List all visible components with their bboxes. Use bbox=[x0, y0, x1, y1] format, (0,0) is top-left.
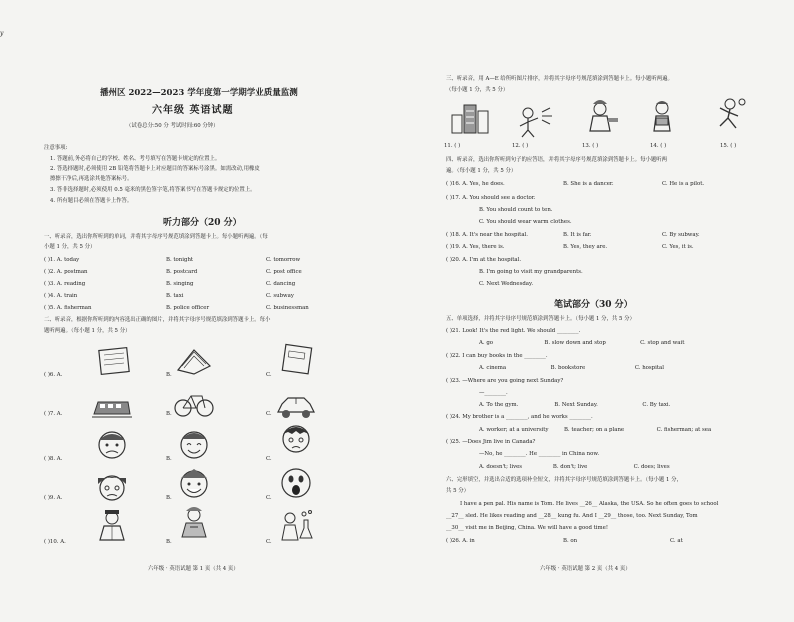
note-item: 3. 答非选择题时,必须使用 0.5 毫米的黑色签字笔,将答案书写在答题卡规定的位置上。 bbox=[50, 187, 256, 193]
car-icon bbox=[274, 390, 318, 424]
mcq-line: ( )25. —Does Jim live in Canada? bbox=[446, 439, 536, 445]
passage-line: __30__ visit me in Beijing, China. We will have a good time! bbox=[446, 525, 609, 531]
option-c: C. businessman bbox=[266, 305, 309, 311]
sad-girl-icon bbox=[90, 470, 134, 504]
smiling-boy-icon bbox=[172, 466, 216, 500]
part6-title: 六、完形填空，并选出合适的选项补全短文，并将其字母序号规范填涂到答题卡上。（每小题 1 分， bbox=[446, 477, 682, 483]
exam-title: 播州区 2022—2023 学年度第一学期学业质量监测 bbox=[100, 88, 298, 98]
option-c: C. at bbox=[670, 538, 683, 544]
question-label: ( )7. A. bbox=[44, 411, 63, 417]
listening-header: 听力部分（20 分） bbox=[163, 218, 242, 228]
written-header: 笔试部分（30 分） bbox=[554, 300, 633, 310]
question-label: ( )10. A. bbox=[44, 539, 66, 545]
cook-icon bbox=[578, 98, 622, 132]
option-b: B. Yes, they are. bbox=[563, 244, 608, 250]
exam-meta: （试卷总分:50 分 考试时间:60 分钟） bbox=[126, 123, 219, 129]
option-b: B. singing bbox=[166, 281, 194, 287]
exam-subtitle: 六年级 英语试题 bbox=[152, 105, 234, 116]
option-c: C. You should wear warm clothes. bbox=[479, 219, 572, 225]
scientist-icon bbox=[274, 508, 318, 542]
option-c: C. post office bbox=[266, 269, 302, 275]
question-a: ( )17. A. You should see a doctor. bbox=[446, 195, 536, 201]
question-row bbox=[44, 257, 79, 263]
order-label: 11. ( ) bbox=[444, 143, 461, 149]
notes-title: 注意事项: bbox=[44, 145, 68, 151]
page-footer: 六年级 · 英语试题 第 2 页（共 4 页） bbox=[540, 566, 631, 572]
option-c-label: C. bbox=[266, 456, 272, 462]
note-item: 2. 答选择题时,必须使用 2B 铅笔将答题卡上对应题目的答案标号涂黑。如需改动,用橡皮 bbox=[50, 166, 260, 172]
part4-title: 四、听录音，选出你所听到句子的应答语，并将其字母序号规范填涂到答题卡上。每小题听两 bbox=[446, 157, 668, 163]
mcq-line: ( )22. I can buy books in the ________. bbox=[446, 353, 548, 359]
option-b: B. on bbox=[563, 538, 578, 544]
part2-title2: 题听两遍。（每小题 1 分，共 5 分） bbox=[44, 328, 131, 334]
question-a: ( )4. A. train bbox=[44, 293, 78, 299]
question-label: ( )8. A. bbox=[44, 456, 63, 462]
scared-face-icon bbox=[274, 466, 318, 500]
police-officer-icon bbox=[90, 508, 134, 542]
order-label: 15. ( ) bbox=[720, 143, 737, 149]
buildings-icon bbox=[448, 101, 492, 135]
option-c: C. dancing bbox=[266, 281, 296, 287]
part5-title: 五、单项选择，并将其字母序号规范填涂到答题卡上。（每小题 1 分，共 5 分） bbox=[446, 316, 635, 322]
option-b-label: B. bbox=[166, 539, 172, 545]
option-b-label: B. bbox=[166, 456, 172, 462]
option-c-label: C. bbox=[266, 495, 272, 501]
right-page bbox=[430, 0, 794, 622]
part1-title: 一、听录音，选出你所听到的单词，并将其字母序号规范填涂到答题卡上。每小题听两遍。（每 bbox=[44, 234, 268, 240]
storybook-icon bbox=[274, 342, 318, 376]
option-c-label: C. bbox=[266, 372, 272, 378]
question-a: ( )1. A. today bbox=[44, 257, 80, 263]
part3-title: 三、听录音，用 A—E 给所听图片排序，并将其字母序号规范填涂到答题卡上。每小题听两遍。 bbox=[446, 76, 673, 82]
question-a: ( )2. A. postman bbox=[44, 269, 88, 275]
note-item: 1. 答题前,务必将自己的学校、姓名、考号填写在答题卡规定的位置上。 bbox=[50, 156, 221, 162]
question-a: ( )18. A. It's near the hospital. bbox=[446, 232, 528, 238]
option-b-label: B. bbox=[166, 411, 172, 417]
note-item: 擦擦干净后,再选涂其他答案标号。 bbox=[50, 176, 133, 182]
note-item: 4. 所有题目必须在答题卡上作答。 bbox=[50, 198, 133, 204]
option-c: C. subway bbox=[266, 293, 294, 299]
passage-line: __27__ sled. He likes reading and __28__ kung fu. And I __29__ those, too. Next Sunday, Tom bbox=[446, 513, 698, 519]
question-a: ( )5. A. fisherman bbox=[44, 305, 92, 311]
option-c: C. tomorrow bbox=[266, 257, 301, 263]
part1-title2: 小题 1 分，共 5 分） bbox=[44, 244, 96, 250]
train-icon bbox=[90, 390, 134, 424]
notebook-icon bbox=[92, 345, 136, 379]
happy-boy-icon bbox=[172, 428, 216, 462]
order-label: 14. ( ) bbox=[650, 143, 667, 149]
mcq-line: —________. bbox=[479, 390, 508, 396]
athlete-icon bbox=[706, 96, 750, 130]
option-c: C. He is a pilot. bbox=[662, 181, 705, 187]
shouting-man-icon bbox=[512, 104, 556, 138]
worried-boy-icon bbox=[274, 422, 318, 456]
option-b-label: B. bbox=[166, 495, 172, 501]
option-b: B. tonight bbox=[166, 257, 194, 263]
mcq-line: ( )24. My brother is a ________, and he works ________. bbox=[446, 414, 593, 420]
part2-title: 二、听录音，根据你所听到的内容选出正确的图片，并将其字母序号规范填涂到答题卡上。每小 bbox=[44, 317, 271, 323]
option-b: B. It is far. bbox=[563, 232, 592, 238]
mcq-line: ( )21. Look! It's the red light. We should ________. bbox=[446, 328, 581, 334]
reading-boy-icon bbox=[640, 98, 684, 132]
mcq-line: ( )23. —Where are you going next Sunday? bbox=[446, 378, 564, 384]
page-footer: 六年级 · 英语试题 第 1 页（共 4 页） bbox=[148, 566, 239, 572]
question-a: ( )19. A. Yes, there is. bbox=[446, 244, 505, 250]
mcq-options: A. go B. slow down and stop C. stop and wait bbox=[479, 340, 685, 346]
option-c: C. By subway. bbox=[662, 232, 700, 238]
mcq-options: A. cinema B. bookstore C. hospital bbox=[479, 365, 664, 371]
mcq-options: A. To the gym. B. Next Sunday. C. By taxi. bbox=[479, 402, 671, 408]
option-b: B. police officer bbox=[166, 305, 210, 311]
option-b: B. postcard bbox=[166, 269, 198, 275]
question-a: ( )3. A. reading bbox=[44, 281, 86, 287]
option-c-label: C. bbox=[266, 539, 272, 545]
option-c: C. Yes, it is. bbox=[662, 244, 694, 250]
part4-title2: 遍。（每小题 1 分，共 5 分） bbox=[446, 168, 517, 174]
corner-mark: y bbox=[0, 30, 4, 37]
question-a: ( )26. A. in bbox=[446, 538, 475, 544]
angry-boy-icon bbox=[90, 428, 134, 462]
option-b: B. taxi bbox=[166, 293, 184, 299]
passage-line: I have a pen pal. His name is Tom. He lives __26__ Alaska, the USA. So he often goes to school bbox=[460, 501, 719, 507]
part3-title2: （每小题 1 分，共 5 分） bbox=[446, 87, 509, 93]
mcq-options: A. worker; at a university B. teacher; on a plane C. fisherman; at sea bbox=[479, 427, 712, 433]
question-a: ( )20. A. I'm at the hospital. bbox=[446, 257, 522, 263]
mcq-options: A. doesn't; lives B. don't; live C. does; lives bbox=[479, 464, 670, 470]
worker-icon bbox=[172, 505, 216, 539]
order-label: 12. ( ) bbox=[512, 143, 529, 149]
bicycle-icon bbox=[172, 386, 216, 420]
option-b: B. She is a dancer. bbox=[563, 181, 614, 187]
part6-title2: 共 5 分） bbox=[446, 488, 470, 494]
book-icon bbox=[172, 342, 216, 376]
option-b: B. You should count to ten. bbox=[479, 207, 553, 213]
order-label: 13. ( ) bbox=[582, 143, 599, 149]
question-label: ( )9. A. bbox=[44, 495, 63, 501]
option-b: B. I'm going to visit my grandparents. bbox=[479, 269, 583, 275]
mcq-line: —No, he ________. He ________ in China now. bbox=[479, 451, 600, 457]
question-label: ( )6. A. bbox=[44, 372, 63, 378]
option-b-label: B. bbox=[166, 372, 172, 378]
option-c: C. Next Wednesday. bbox=[479, 281, 534, 287]
question-a: ( )16. A. Yes, he does. bbox=[446, 181, 505, 187]
option-c-label: C. bbox=[266, 411, 272, 417]
